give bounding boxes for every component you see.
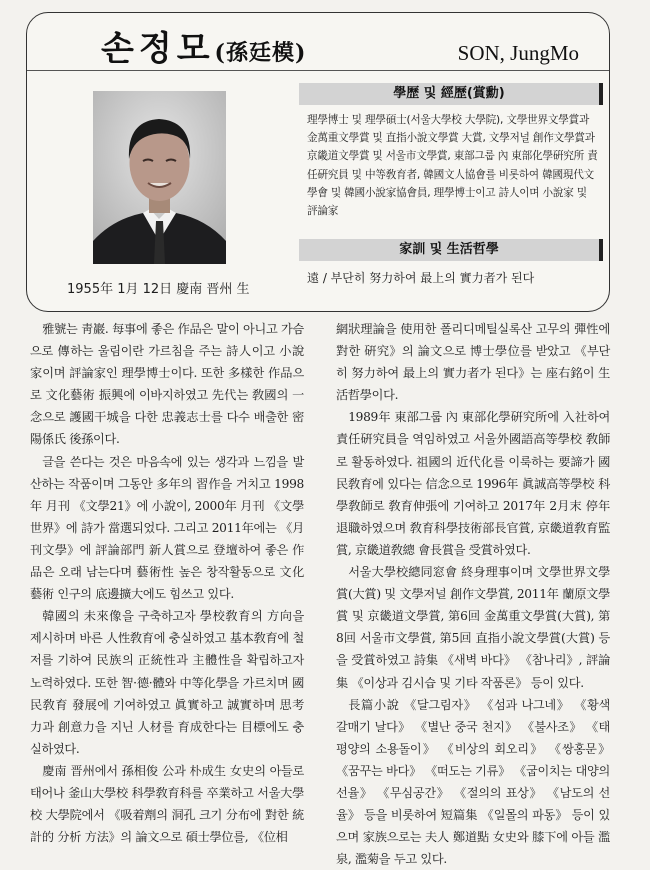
body-column-left	[30, 318, 304, 848]
career-heading: 學歷 및 經歷(賞勳)	[299, 83, 603, 105]
portrait-photo-image	[93, 91, 226, 264]
motto-heading: 家訓 및 生活哲學	[299, 239, 603, 261]
paragraph: 長篇小說 《달그림자》 《섬과 나그네》 《황색 갈매기 날다》 《별난 중국 천지》 《불사조》 《태평양의 소용돌이》 《비상의 회오리》 《쌍홍문》 《꿈꾸는 바다》 《떠도는 기류》 《굽이치는 대양의 선율》 《무심공간》 《절의의 표상》 《남도의 선율》 등을 비롯하여 短篇集 《일몰의 파동》 등이 있으며 家族으로는 夫人 鄭道點 女史와 膝下에 아들 濫泉, 濫菊을 두고 있다.	[336, 697, 610, 867]
paragraph: 慶南 晋州에서 孫相俊 公과 朴成生 女史의 아들로 태어나 釜山大學校 科學敎育科를 卒業하고 서울大學校 大學院에서 《吸着劑의 洞孔 크기 分布에 對한 統計的 分析 方法》의 論文으로 碩士學位를, 《位相	[30, 763, 304, 845]
name-title	[101, 21, 306, 70]
profile-box	[26, 12, 610, 312]
romanized-name: SON, JungMo	[457, 41, 579, 65]
name-korean: 손정모	[101, 29, 215, 69]
paragraph: 서울大學校總同窓會 終身理事이며 文學世界文學賞(大賞) 및 文學저널 創作文學賞, 2011年 蘭原文學賞 및 京畿道文學賞, 第6回 金萬重文學賞(大賞), 第8回 서울市文學賞, 第5回 直指小說文學賞(大賞) 등을 受賞하였고 詩集 《새벽 바다》 《참나리》, 評論集 《이상과 김시습 및 기타 작품론》 등이 있다.	[336, 565, 610, 690]
body-column-right	[336, 318, 610, 870]
title-divider	[27, 70, 609, 71]
career-text: 理學博士 및 理學碩士(서울大學校 大學院), 文學世界文學賞과 金萬重文學賞 및 直指小說文學賞 大賞, 文學저널 創作文學賞과 京畿道文學賞 및 서울市文學賞, 東部그룹 內 東部化學硏究所 責任硏究員 및 中等敎育者, 韓國文人協會를 비롯하여 韓國現代文學會 및 韓國小說家協會員, 理學博士이고 詩人이며 小說家 및 評論家	[307, 114, 598, 218]
paragraph: 1989年 東部그룹 內 東部化學硏究所에 入社하여 責任硏究員을 역임하였고 서울外國語高等學校 敎師로 활동하였다. 祖國의 近代化를 이룩하는 要諦가 國民敎育에 있다는 信念으로 1996年 眞誠高等學校 科學敎師로 敎育伸張에 기여하고 2017年 2月末 停年退職하였으며 敎育科學技術部長官賞, 京畿道敎育監賞, 京畿道敎總 會長賞을 受賞하였다.	[336, 410, 610, 557]
paragraph: 網狀理論을 使用한 폴리디메틸실록산 고무의 彈性에 對한 硏究》의 論文으로 博士學位를 받았고 《부단히 努力하여 最上의 實力者가 된다》는 座右銘이 生活哲學이다.	[336, 322, 610, 403]
portrait-photo	[93, 91, 226, 264]
paragraph: 雅號는 靑巖. 每事에 좋은 作品은 말이 아니고 가슴으로 傳하는 울림이란 가르침을 주는 詩人이고 小說家이며 評論家인 理學博士이다. 또한 多樣한 作品으로 文化藝術 振興에 이바지하였고 先代는 敎國의 一念으로 護國干城을 다한 忠義志士를 다수 배출한 密陽係氏 後孫이다.	[30, 322, 304, 447]
paragraph: 글을 쓴다는 것은 마음속에 있는 생각과 느낌을 발산하는 작품이며 그동안 多年의 習作을 거치고 1998年 月刊 《文學21》에 小說이, 2000年 月刊 《文學世界》에 詩가 當選되었다. 그리고 2011年에는 《月刊文學》에 評論部門 新人賞으로 登壇하여 좋은 作品은 오래 남는다며 藝術性 높은 창작활동으로 文化藝術 인구의 底邊擴大에도 힘쓰고 있다.	[30, 454, 304, 602]
paragraph: 韓國의 未來像을 구축하고자 學校敎育의 方向을 제시하며 바른 人性敎育에 충실하였고 基本敎育에 철저를 기하여 民族의 正統性과 主體性을 확립하고자 노력하였다. 또한 智·德·體와 中等化學을 가르치며 國民敎育 發展에 기여하였고 眞實하고 誠實하며 思考力과 創意力을 지닌 人材를 育成한다는 目標에도 충실하였다.	[30, 609, 304, 756]
name-hanja: (孫廷模)	[214, 40, 307, 66]
motto-text: 遠 / 부단히 努力하여 最上의 實力者가 된다	[307, 271, 535, 285]
birth-info: 1955年 1月 12日 慶南 晋州 生	[67, 282, 250, 297]
